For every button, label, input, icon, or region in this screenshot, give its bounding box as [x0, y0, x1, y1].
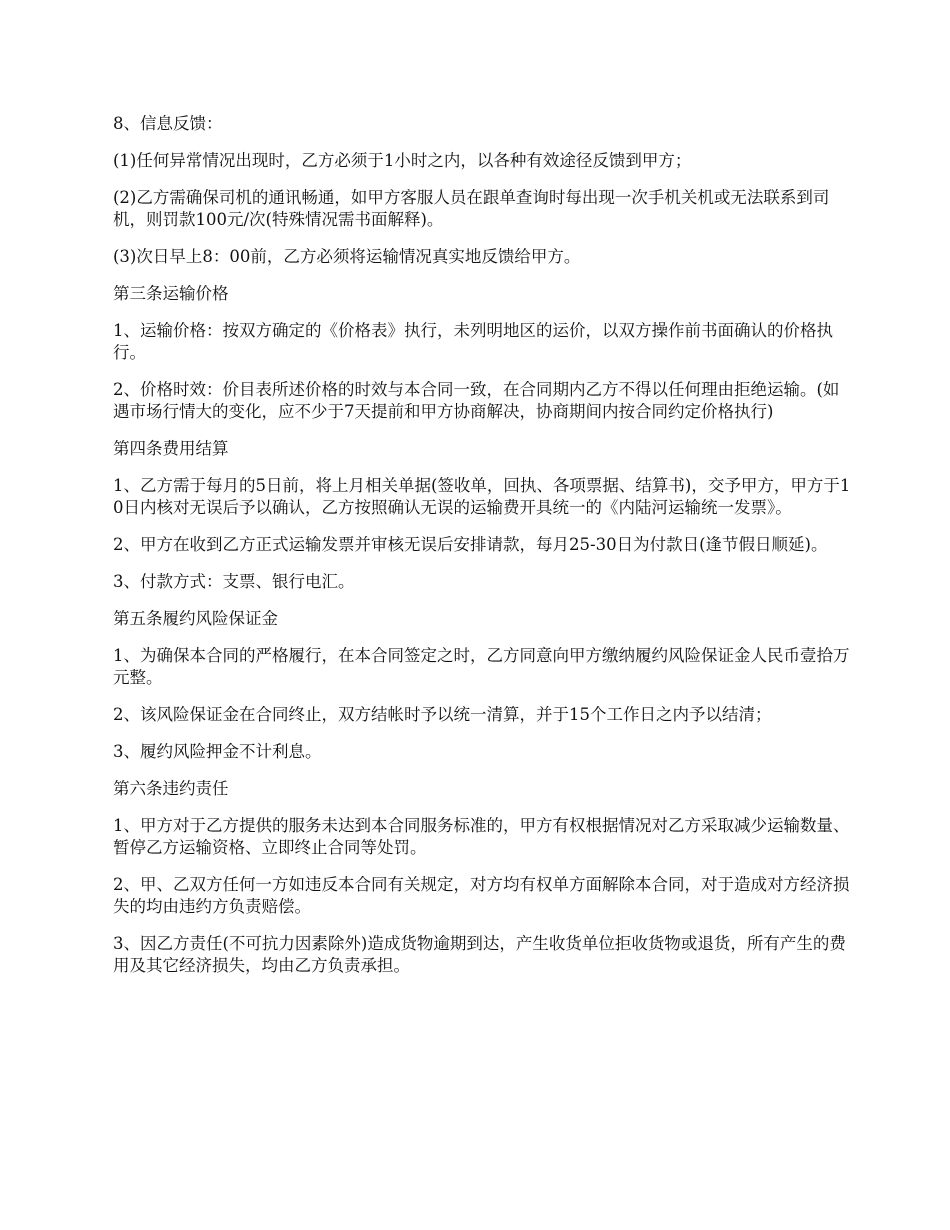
clause-6-1: 1、甲方对于乙方提供的服务未达到本合同服务标准的，甲方有权根据情况对乙方采取减少运输数量、暂停乙方运输资格、立即终止合同等处罚。: [113, 816, 850, 857]
clause-4-1: 1、乙方需于每月的5日前，将上月相关单据(签收单，回执、各项票据、结算书)，交予甲方，甲方于10日内核对无误后予以确认，乙方按照确认无误的运输费开具统一的《内陆河运输统一发票》。: [113, 476, 851, 517]
article-4-heading: 第四条费用结算: [113, 439, 229, 458]
clause-5-3: 3、履约风险押金不计利息。: [113, 742, 322, 761]
clause-8-1: (1)任何异常情况出现时，乙方必须于1小时之内，以各种有效途径反馈到甲方；: [113, 151, 692, 170]
clause-3-2: 2、价格时效：价目表所述价格的时效与本合同一致，在合同期内乙方不得以任何理由拒绝运输。(如遇市场行情大的变化，应不少于7天提前和甲方协商解决，协商期间内按合同约定价格执行): [113, 380, 840, 421]
clause-8-3: (3)次日早上8：00前，乙方必须将运输情况真实地反馈给甲方。: [113, 247, 581, 266]
article-3-heading: 第三条运输价格: [113, 284, 229, 303]
section-8-heading: 8、信息反馈：: [113, 114, 223, 133]
clause-8-2: (2)乙方需确保司机的通讯畅通，如甲方客服人员在跟单查询时每出现一次手机关机或无法联系到司机，则罚款100元/次(特殊情况需书面解释)。: [113, 188, 830, 229]
clause-6-2: 2、甲、乙双方任何一方如违反本合同有关规定，对方均有权单方面解除本合同，对于造成对方经济损失的均由违约方负责赔偿。: [113, 875, 850, 916]
article-5-heading: 第五条履约风险保证金: [113, 609, 278, 628]
clause-4-2: 2、甲方在收到乙方正式运输发票并审核无误后安排请款，每月25-30日为付款日(逢节假日顺延)。: [113, 535, 828, 554]
article-6-heading: 第六条违约责任: [113, 779, 229, 798]
clause-3-1: 1、运输价格：按双方确定的《价格表》执行，未列明地区的运价，以双方操作前书面确认的价格执行。: [113, 321, 833, 362]
clause-5-2: 2、该风险保证金在合同终止，双方结帐时予以统一清算，并于15个工作日之内予以结清；: [113, 705, 772, 724]
clause-5-1: 1、为确保本合同的严格履行，在本合同签定之时，乙方同意向甲方缴纳履约风险保证金人民币壹拾万元整。: [113, 646, 850, 687]
document-body: [113, 113, 853, 992]
clause-6-3: 3、因乙方责任(不可抗力因素除外)造成货物逾期到达，产生收货单位拒收货物或退货，所有产生的费用及其它经济损失，均由乙方负责承担。: [113, 934, 846, 975]
clause-4-3: 3、付款方式：支票、银行电汇。: [113, 572, 355, 591]
